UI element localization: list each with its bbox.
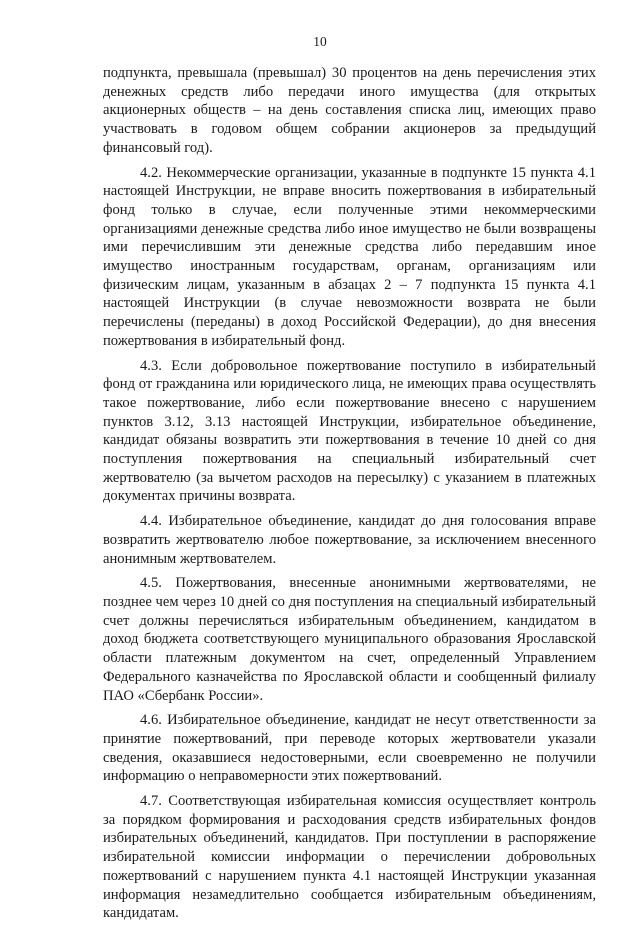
paragraph-4-4: 4.4. Избирательное объединение, кандидат до дня голосования вправе возвратить жертвователю любое пожертвование, за исключением внесенного анонимным жертвователем. xyxy=(103,513,596,567)
page-number: 10 xyxy=(313,34,327,49)
paragraph-4-7: 4.7. Соответствующая избирательная комиссия осуществляет контроль за порядком формирования и расходования средств избирательных фондов избирательных объединений, кандидатов. При поступлении в распоряжение избирательной комиссии информации о перечислении добровольных пожертвований с нарушением пункта 4.1 настоящей Инструкции указанная информация незамедлительно сообщается избирательным объединениям, кандидатам. xyxy=(103,793,596,922)
paragraph-4-5: 4.5. Пожертвования, внесенные анонимными жертвователями, не позднее чем через 10 дней со дня поступления на специальный избирательный счет должны перечисляться избирательным объединением, кандидатом в доход бюджета соответствующего муниципального образования Ярославской области платежным документом на счет, определенный Управлением Федерального казначейства по Ярославской области и сообщенный филиалу ПАО «Сбербанк России». xyxy=(103,575,596,704)
paragraph-4-3: 4.3. Если добровольное пожертвование поступило в избирательный фонд от гражданина или юридического лица, не имеющих права осуществлять такое пожертвование, либо если пожертвование внесено с нарушением пунктов 3.12, 3.13 настоящей Инструкции, избирательное объединение, кандидат обязаны возвратить эти пожертвования в течение 10 дней со дня поступления пожертвования на специальный избирательный счет жертвователю (за вычетом расходов на пересылку) с указанием в платежных документах причины возврата. xyxy=(103,357,596,505)
paragraph-4-2: 4.2. Некоммерческие организации, указанные в подпункте 15 пункта 4.1 настоящей Инструкции, не вправе вносить пожертвования в избирательный фонд только в случае, если полученные этими некоммерческими организациями денежные средства либо иное имущество не были возвращены ими перечислившим эти денежные средства либо передавшим иное имущество иностранным государствам, органам, организациям или физическим лицам, указанным в абзацах 2 – 7 подпункта 15 пункта 4.1 настоящей Инструкции (в случае невозможности возврата не были перечислены (переданы) в доход Российской Федерации), до дня внесения пожертвования в избирательный фонд. xyxy=(103,164,596,349)
document-body xyxy=(103,64,596,929)
paragraph-continuation: подпункта, превышала (превышал) 30 процентов на день перечисления этих денежных средств либо передачи иного имущества (для открытых акционерных обществ – на день составления списка лиц, имеющих право участвовать в годовом общем собрании акционеров за предыдущий финансовый год). xyxy=(103,65,596,156)
paragraph-4-6: 4.6. Избирательное объединение, кандидат не несут ответственности за принятие пожертвований, при переводе которых жертвователи указали сведения, оказавшиеся недостоверными, если своевременно не получили информацию о неправомерности этих пожертвований. xyxy=(103,712,596,785)
